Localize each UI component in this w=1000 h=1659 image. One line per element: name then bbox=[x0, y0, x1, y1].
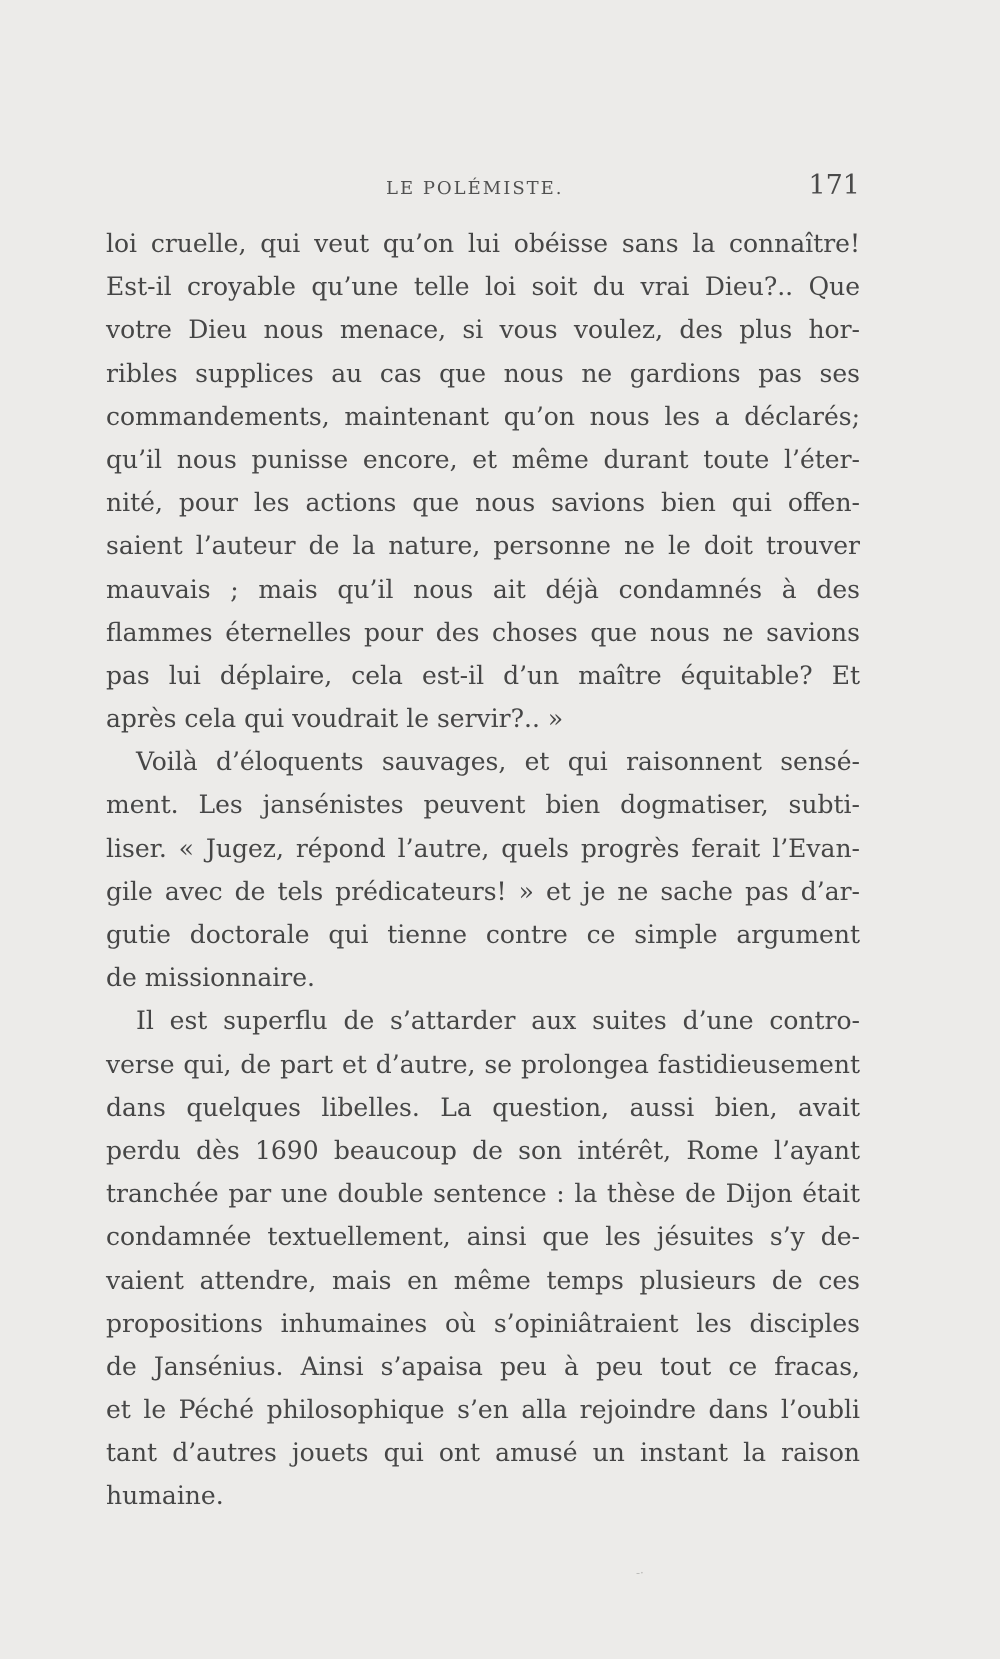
text-line: perdu dès 1690 beaucoup de son intérêt, Rome l’ayant bbox=[106, 1135, 860, 1165]
paragraph-end-line: humaine. bbox=[106, 1481, 224, 1511]
text-line: gutie doctorale qui tienne contre ce simple argument bbox=[106, 920, 860, 949]
paragraph-start-line: Il est superflu de s’attarder aux suites d’une contro- bbox=[136, 1006, 860, 1036]
text-line: nité, pour les actions que nous savions bien qui offen- bbox=[106, 488, 860, 518]
text-line: liser. « Jugez, répond l’autre, quels progrès ferait l’Evan- bbox=[106, 833, 860, 863]
text-line: condamnée textuellement, ainsi que les jésuites s’y de- bbox=[106, 1222, 860, 1252]
running-header bbox=[106, 170, 860, 210]
text-line: votre Dieu nous menace, si vous voulez, des plus hor- bbox=[106, 315, 860, 345]
text-line: tant d’autres jouets qui ont amusé un instant la raison bbox=[106, 1438, 860, 1468]
text-line: Est-il croyable qu’une telle loi soit du vrai Dieu?.. Que bbox=[106, 272, 860, 302]
text-line: verse qui, de part et d’autre, se prolongea fastidieusement bbox=[106, 1049, 860, 1079]
text-line: vaient attendre, mais en même temps plusieurs de ces bbox=[106, 1265, 860, 1295]
print-mark: -· bbox=[636, 1566, 644, 1580]
body-text bbox=[106, 222, 860, 1518]
text-line: et le Péché philosophique s’en alla rejoindre dans l’oubli bbox=[106, 1395, 860, 1425]
text-line: flammes éternelles pour des choses que nous ne savions bbox=[106, 617, 860, 647]
text-line: mauvais ; mais qu’il nous ait déjà condamnés à des bbox=[106, 574, 860, 604]
text-line: de Jansénius. Ainsi s’apaisa peu à peu tout ce fracas, bbox=[106, 1351, 860, 1381]
paragraph-end-line: après cela qui voudrait le servir?.. » bbox=[106, 704, 564, 734]
text-line: ribles supplices au cas que nous ne gardions pas ses bbox=[106, 358, 860, 388]
paragraph-start-line: Voilà d’éloquents sauvages, et qui raisonnent sensé- bbox=[136, 747, 860, 777]
text-line: propositions inhumaines où s’opiniâtraient les disciples bbox=[106, 1308, 860, 1338]
text-line: qu’il nous punisse encore, et même durant toute l’éter- bbox=[106, 444, 860, 474]
text-line: saient l’auteur de la nature, personne ne le doit trouver bbox=[106, 531, 860, 561]
text-line: tranchée par une double sentence : la thèse de Dijon était bbox=[106, 1179, 860, 1209]
text-line: loi cruelle, qui veut qu’on lui obéisse sans la connaître! bbox=[106, 229, 860, 258]
text-line: pas lui déplaire, cela est-il d’un maître équitable? Et bbox=[106, 660, 860, 690]
text-line: commandements, maintenant qu’on nous les a déclarés; bbox=[106, 401, 860, 431]
running-title: LE POLÉMISTE. bbox=[386, 178, 564, 199]
text-line: gile avec de tels prédicateurs! » et je ne sache pas d’ar- bbox=[106, 876, 860, 906]
paragraph-end-line: de missionnaire. bbox=[106, 963, 315, 993]
text-line: ment. Les jansénistes peuvent bien dogmatiser, subti- bbox=[106, 790, 860, 820]
page-number: 171 bbox=[808, 170, 860, 201]
text-line: dans quelques libelles. La question, aussi bien, avait bbox=[106, 1092, 860, 1122]
